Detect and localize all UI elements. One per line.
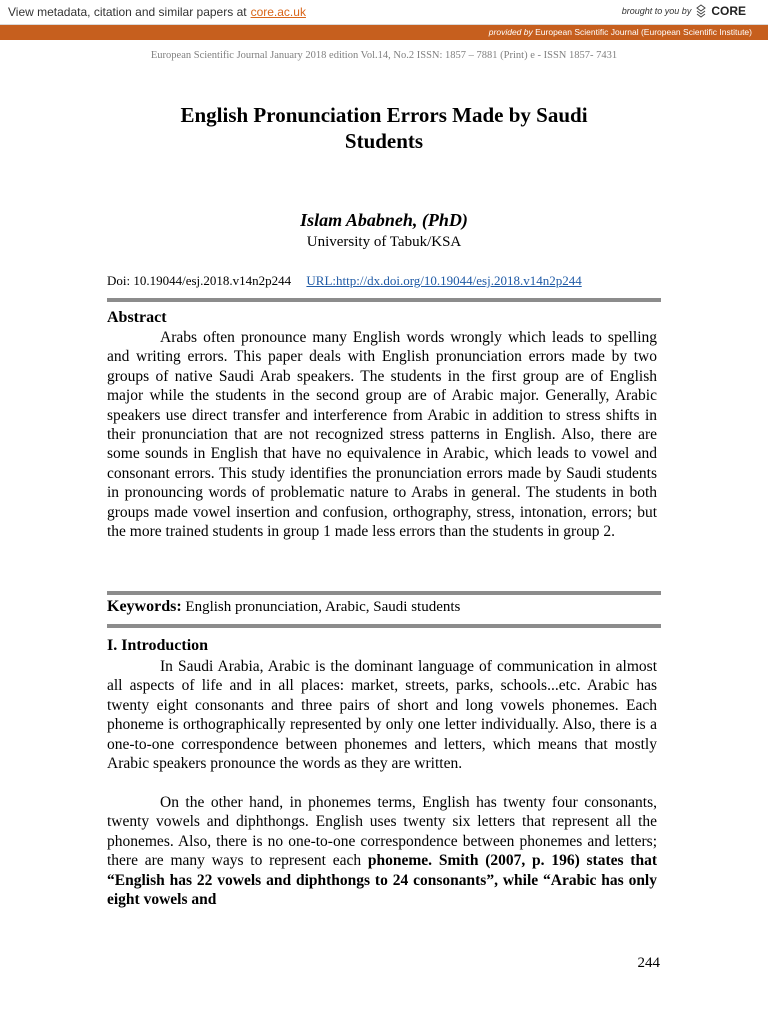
- core-link[interactable]: core.ac.uk: [250, 5, 306, 19]
- keywords-line: [107, 598, 460, 616]
- keywords-label: Keywords:: [107, 598, 182, 615]
- core-banner: [0, 0, 768, 25]
- brought-to-you-text: brought to you by: [621, 6, 692, 16]
- doi-url-link[interactable]: URL:http://dx.doi.org/10.19044/esj.2018.v14n2p244: [306, 273, 582, 288]
- provided-by-bar: [0, 25, 768, 40]
- paper-title-line-2: Students: [344, 129, 424, 153]
- doi-text: Doi: 10.19044/esj.2018.v14n2p244: [107, 273, 292, 288]
- core-metadata-label: View metadata, citation and similar papers at: [8, 5, 247, 19]
- provided-source: European Scientific Journal (European Scientific Institute): [535, 27, 752, 37]
- provided-prefix: provided by: [488, 27, 533, 37]
- core-logo-icon: [695, 4, 707, 18]
- core-brand[interactable]: [622, 4, 746, 18]
- intro-paragraph-2: [107, 793, 657, 909]
- doi-line: [107, 273, 582, 289]
- journal-header: European Scientific Journal January 2018 edition Vol.14, No.2 ISSN: 1857 – 7881 (Print) e - ISSN 1857- 7431: [150, 50, 618, 61]
- keywords-text: English pronunciation, Arabic, Saudi students: [185, 599, 461, 615]
- intro-heading: I. Introduction: [107, 637, 209, 654]
- paper-title-line-1: English Pronunciation Errors Made by Saudi: [180, 103, 588, 127]
- intro-paragraph-2-text: On the other hand, in phonemes terms, English has twenty four consonants, twenty vowels and diphthongs. English uses twenty six letters that represent all the phonemes. Also, there is no one-to-one correspondence between phonemes and letters; there are many ways to represent each: [107, 794, 657, 870]
- core-logo-text: CORE: [711, 4, 746, 18]
- author-name: Islam Ababneh, (PhD): [300, 210, 468, 230]
- core-metadata-text: [8, 5, 306, 19]
- abstract-text: Arabs often pronounce many English words wrongly which leads to spelling and writing errors. This paper deals with English pronunciation errors made by two groups of native Saudi Arab speakers. The students in the first group are of English major while the students in the second group are of Arabic major. Generally, Arabic speakers use direct transfer and interference from Arabic in addition to stress shifts in their pronunciation that are not recognized stress patterns in English. Also, there are some sounds in English that have no equivalence in Arabic, which leads to vowel and consonant errors. This study identifies the pronunciation errors made by Saudi students in pronouncing words of problematic nature to Arabs in general. The students in both groups made vowel insertion and confusion, orthography, stress, intonation, errors; but the more trained students in group 1 made less errors than the students in group 2.: [107, 329, 657, 541]
- paper-title: [84, 102, 684, 154]
- intro-paragraph-1: In Saudi Arabia, Arabic is the dominant language of communication in almost all aspects of life and in all places: market, streets, parks, schools...etc. Arabic has twenty eight consonants and three pairs of short and long vowels phonemes. Each phoneme is orthographically represented by only one letter individually. Also, there is a one-to-one correspondence between phonemes and letters, which means that mostly Arabic speakers pronounce the words as they are written.: [107, 658, 657, 773]
- abstract-heading: Abstract: [107, 309, 167, 326]
- divider-top: [107, 298, 661, 302]
- divider-keywords: [107, 624, 661, 628]
- divider-abstract: [107, 591, 661, 595]
- intro-paragraph-2-bold: phoneme. Smith (2007, p. 196) states that “English has 22 vowels and diphthongs to 24 consonants”, while “Arabic has only eight vowels and: [107, 852, 657, 909]
- page-number: 244: [637, 955, 660, 971]
- author-affiliation: University of Tabuk/KSA: [306, 234, 462, 250]
